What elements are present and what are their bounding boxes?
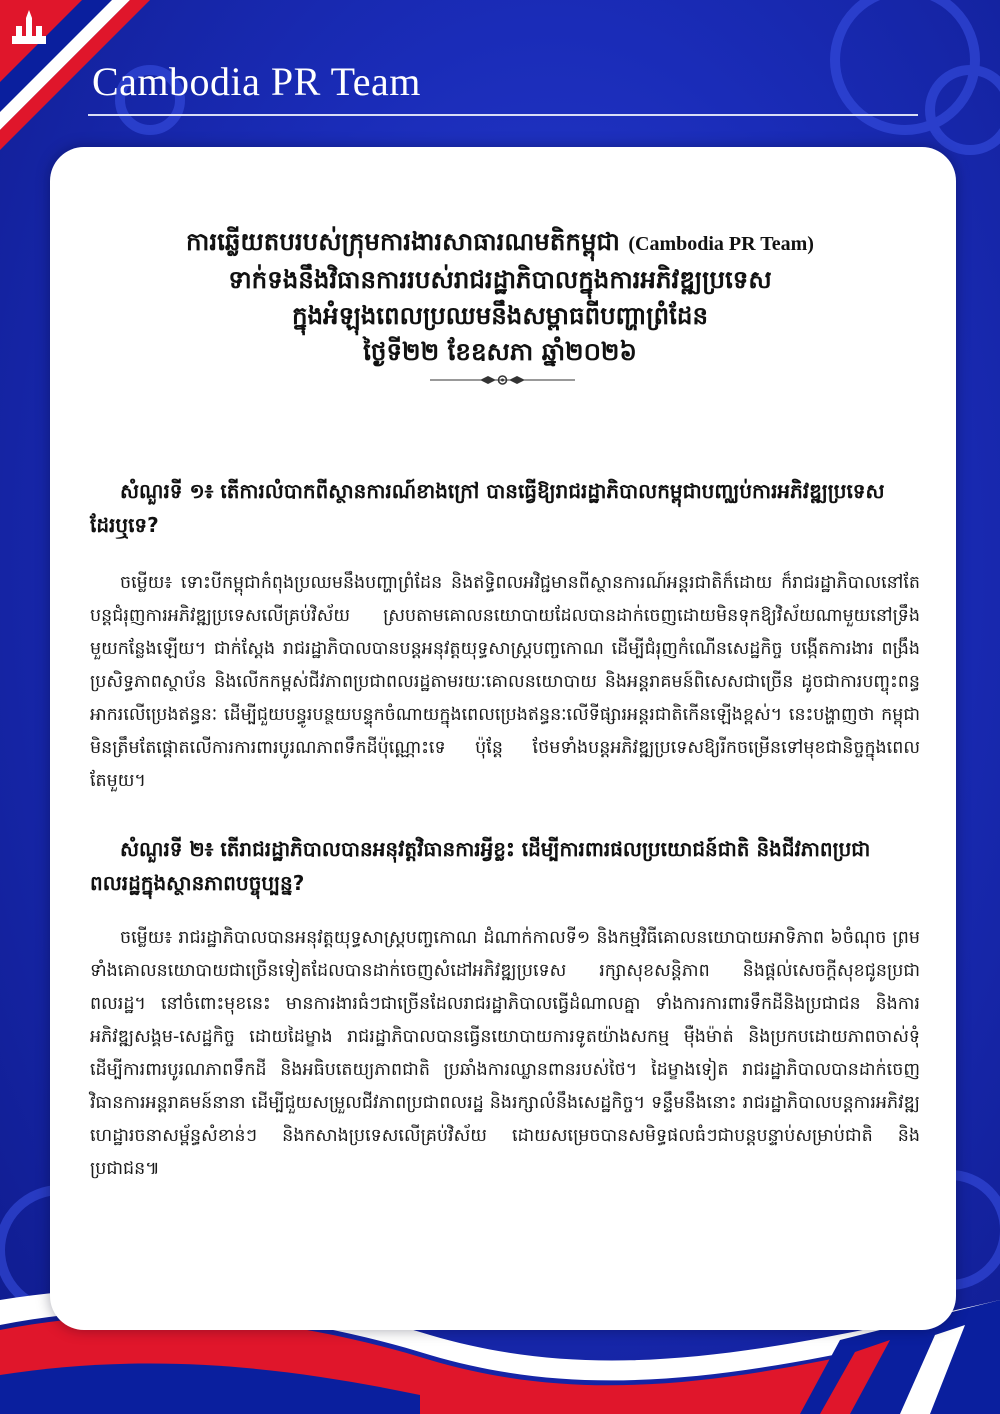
document-title [60,224,940,370]
title-line-1-km: ការឆ្លើយតបរបស់ក្រុមការងារសាធារណមតិកម្ពុជា [186,227,629,256]
title-ornament-divider [430,372,575,388]
answer-1: ចម្លើយ៖ ទោះបីកម្ពុជាកំពុងប្រឈមនឹងបញ្ហាព្រំដែន និងឥទ្ធិពលអវិជ្ជមានពីស្ថានការណ៍អន្តរជាតិក៏ដោយ ក៏រាជរដ្ឋាភិបាលនៅតែបន្តជំរុញការអភិវឌ្ឍប្រទេសលើគ្រប់វិស័យ ស្របតាមគោលនយោបាយដែលបានដាក់ចេញដោយមិនទុកឱ្យវិស័យណាមួយនៅទ្រឹងមួយកន្លែងឡើយ។ ជាក់ស្តែង រាជរដ្ឋាភិបាលបានបន្តអនុវត្តយុទ្ធសាស្ត្របញ្ចកោណ ដើម្បីជំរុញកំណើនសេដ្ឋកិច្ច បង្កើតការងារ ពង្រឹងប្រសិទ្ធភាពស្ថាប័ន និងលើកកម្ពស់ជីវភាពប្រជាពលរដ្ឋតាមរយៈគោលនយោបាយ និងអន្តរាគមន៍ពិសេសជាច្រើន ដូចជាការបញ្ចុះពន្ធអាករលើប្រេងឥន្ធនៈ ដើម្បីជួយបន្ធូរបន្ថយបន្ទុកចំណាយក្នុងពេលប្រេងឥន្ធនៈលើទីផ្សារអន្តរជាតិកើនឡើងខ្ពស់។ នេះបង្ហាញថា កម្ពុជាមិនត្រឹមតែផ្តោតលើការការពារបូរណភាពទឹកដីប៉ុណ្ណោះទេ ប៉ុន្តែ ថែមទាំងបន្តអភិវឌ្ឍប្រទេសឱ្យរីកចម្រើនទៅមុខជានិច្ចក្នុងពេលតែមួយ។ [90,573,920,791]
question-2: សំណួរទី ២៖ តើរាជរដ្ឋាភិបាលបានអនុវត្តវិធានការអ្វីខ្លះ ដើម្បីការពារផលប្រយោជន៍ជាតិ និងជីវភាពប្រជាពលរដ្ឋក្នុងស្ថានភាពបច្ចុប្បន្ន? [90,837,871,895]
question-1: សំណួរទី ១៖ តើការលំបាកពីស្ថានការណ៍ខាងក្រៅ បានធ្វើឱ្យរាជរដ្ឋាភិបាលកម្ពុជាបញ្ឈប់ការអភិវឌ្ឍប្រទេសដែរឬទេ? [90,479,885,537]
title-line-2: ទាក់ទងនឹងវិធានការរបស់រាជរដ្ឋាភិបាលក្នុងការអភិវឌ្ឍប្រទេស [228,265,772,294]
title-line-4-date: ថ្ងៃទី២២ ខែឧសភា ឆ្នាំ២០២៦ [363,337,637,366]
answer-2: ចម្លើយ៖ រាជរដ្ឋាភិបាលបានអនុវត្តយុទ្ធសាស្ត្របញ្ចកោណ ដំណាក់កាលទី១ និងកម្មវិធីគោលនយោបាយអាទិភាព ៦ចំណុច ព្រមទាំងគោលនយោបាយជាច្រើនទៀតដែលបានដាក់ចេញសំដៅអភិវឌ្ឍប្រទេស រក្សាសុខសន្តិភាព និងផ្តល់សេចក្តីសុខជូនប្រជាពលរដ្ឋ។ នៅចំពោះមុខនេះ មានការងារធំៗជាច្រើនដែលរាជរដ្ឋាភិបាលធ្វើដំណាលគ្នា ទាំងការការពារទឹកដីនិងប្រជាជន និងការអភិវឌ្ឍសង្គម-សេដ្ឋកិច្ច ដោយដៃម្ខាង រាជរដ្ឋាភិបាលបានធ្វើនយោបាយការទូតយ៉ាងសកម្ម ម៉ឺងម៉ាត់ និងប្រកបដោយភាពចាស់ទុំ ដើម្បីការពារបូរណភាពទឹកដី និងអធិបតេយ្យភាពជាតិ ប្រឆាំងការឈ្លានពានរបស់ថៃ។ ដៃម្ខាងទៀត រាជរដ្ឋាភិបាលបានដាក់ចេញវិធានការអន្តរាគមន៍នានា ដើម្បីជួយសម្រួលជីវភាពប្រជាពលរដ្ឋ និងរក្សាលំនឹងសេដ្ឋកិច្ច។ ទន្ទឹមនឹងនោះ រាជរដ្ឋាភិបាលបន្តការអភិវឌ្ឍហេដ្ឋារចនាសម្ព័ន្ធសំខាន់ៗ និងកសាងប្រទេសលើគ្រប់វិស័យ ដោយសម្រេចបានសមិទ្ធផលធំៗជាបន្តបន្ទាប់សម្រាប់ជាតិ និងប្រជាជន៕ [90,928,920,1179]
title-line-1 [60,224,940,262]
header-divider [88,114,918,116]
title-line-3: ក្នុងអំឡុងពេលប្រឈមនឹងសម្ពាធពីបញ្ហាព្រំដែន [291,301,709,330]
header-title: Cambodia PR Team [92,59,421,104]
title-line-1-en: (Cambodia PR Team) [628,233,814,255]
